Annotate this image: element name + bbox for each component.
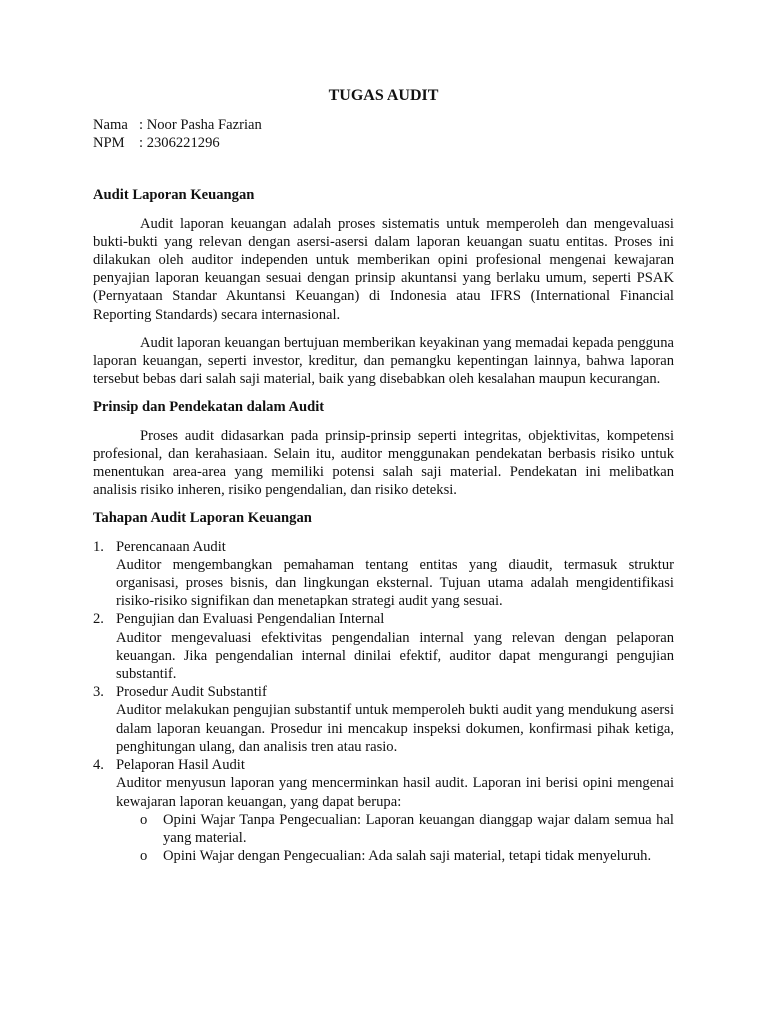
list-number: 3. bbox=[93, 684, 104, 701]
meta-key: Nama bbox=[93, 117, 128, 133]
stages-list bbox=[93, 538, 674, 866]
list-item-desc: Auditor mengembangkan pemahaman tentang entitas yang diaudit, termasuk struktur organisasi, proses bisnis, dan lingkungan eksternal. Tujuan utama adalah mengidentifikasi risiko-risiko signifikan dan menetapkan strategi audit yang sesuai. bbox=[116, 556, 674, 610]
list-item-title: Pelaporan Hasil Audit bbox=[116, 757, 245, 774]
list-item-desc: Auditor melakukan pengujian substantif untuk memperoleh bukti audit yang mendukung asersi dalam laporan keuangan. Prosedur ini mencakup inspeksi dokumen, konfirmasi pihak ketiga, penghitungan ulang, dan analisis tren atau rasio. bbox=[116, 702, 674, 755]
section-heading: Prinsip dan Pendekatan dalam Audit bbox=[93, 399, 325, 416]
paragraph: Audit laporan keuangan bertujuan memberikan keyakinan yang memadai kepada pengguna laporan keuangan, seperti investor, kreditur, dan pemangku kepentingan lainnya, bahwa laporan tersebut bebas dari salah saji material, baik yang disebabkan oleh kesalahan maupun kecurangan. bbox=[93, 334, 674, 388]
identity-block bbox=[93, 116, 674, 152]
list-item bbox=[93, 683, 674, 756]
meta-row-name bbox=[93, 116, 674, 134]
list-item-desc: Auditor menyusun laporan yang mencerminkan hasil audit. Laporan ini berisi opini mengenai kewajaran laporan keuangan, yang dapat berupa: bbox=[116, 775, 674, 810]
list-item-title: Perencanaan Audit bbox=[116, 538, 226, 555]
meta-row-npm bbox=[93, 134, 674, 152]
sublist-item bbox=[140, 811, 674, 847]
document-title: TUGAS AUDIT bbox=[328, 87, 439, 104]
list-item-desc: Auditor mengevaluasi efektivitas pengendalian internal yang relevan dengan pelaporan keuangan. Jika pengendalian internal dinilai efektif, auditor dapat mengurangi pengujian substantif. bbox=[116, 629, 674, 683]
sublist-text: Opini Wajar Tanpa Pengecualian: Laporan keuangan dianggap wajar dalam semua hal yang material. bbox=[163, 811, 674, 846]
list-number: 1. bbox=[93, 538, 104, 555]
paragraph: Audit laporan keuangan adalah proses sistematis untuk memperoleh dan mengevaluasi bukti-bukti yang relevan dengan asersi-asersi dalam laporan keuangan suatu entitas. Proses ini dilakukan oleh auditor independen untuk memberikan opini profesional mengenai kewajaran penyajian laporan keuangan sesuai dengan prinsip akuntansi yang berlaku umum, seperti PSAK (Pernyataan Standar Akuntansi Keuangan) di Indonesia atau IFRS (International Financial Reporting Standards) secara internasional. bbox=[93, 215, 674, 323]
list-item-title: Prosedur Audit Substantif bbox=[116, 684, 267, 701]
meta-key: NPM bbox=[93, 135, 125, 152]
list-item bbox=[93, 538, 674, 611]
list-number: 4. bbox=[93, 757, 104, 774]
opinion-sublist bbox=[116, 811, 674, 866]
paragraph: Proses audit didasarkan pada prinsip-prinsip seperti integritas, objektivitas, kompetensi profesional, dan kerahasiaan. Selain itu, auditor menggunakan pendekatan berbasis risiko untuk menentukan area-area yang memiliki potensi salah saji material. Pendekatan ini melibatkan analisis risiko inheren, risiko pengendalian, dan risiko deteksi. bbox=[93, 427, 674, 499]
list-item-title: Pengujian dan Evaluasi Pengendalian Internal bbox=[116, 611, 385, 628]
list-item bbox=[93, 610, 674, 683]
list-item bbox=[93, 756, 674, 865]
meta-value: : Noor Pasha Fazrian bbox=[139, 117, 262, 133]
circle-bullet-icon: o bbox=[140, 811, 148, 828]
circle-bullet-icon: o bbox=[140, 848, 148, 865]
section-heading: Audit Laporan Keuangan bbox=[93, 187, 255, 204]
meta-value: : 2306221296 bbox=[139, 135, 220, 152]
list-number: 2. bbox=[93, 611, 104, 628]
section-heading: Tahapan Audit Laporan Keuangan bbox=[93, 510, 312, 527]
sublist-item bbox=[140, 847, 674, 865]
sublist-text: Opini Wajar dengan Pengecualian: Ada salah saji material, tetapi tidak menyeluruh. bbox=[163, 848, 652, 865]
document-page bbox=[93, 86, 674, 865]
